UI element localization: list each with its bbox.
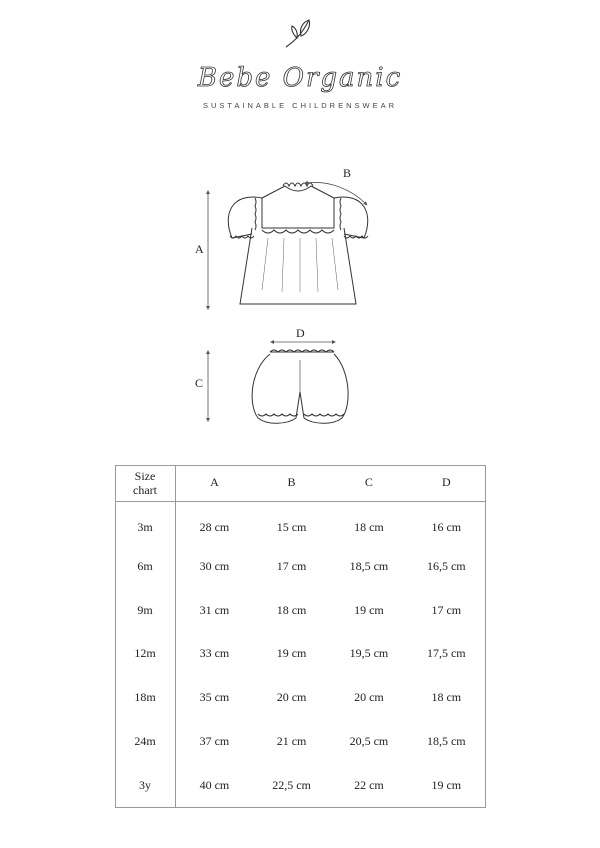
row-size-label: 3y: [115, 763, 176, 807]
dim-b-arrow: [306, 182, 366, 204]
table-cell: 20,5 cm: [349, 733, 389, 748]
row-size-label: 9m: [115, 588, 176, 632]
table-row: [115, 720, 485, 764]
column-header-d: D: [408, 465, 485, 501]
table-cell: 37 cm: [199, 733, 230, 748]
table-cell: 40 cm: [199, 777, 230, 792]
table-row: [115, 676, 485, 720]
table-row: [115, 588, 485, 632]
table-cell: 35 cm: [199, 690, 230, 705]
table-cell: 21 cm: [276, 733, 307, 748]
row-size-label: 24m: [115, 720, 176, 764]
bloomers-drawing: [252, 350, 348, 423]
table-cell: 17 cm: [431, 602, 462, 617]
row-size-label: 12m: [115, 632, 176, 676]
table-cell: 17 cm: [276, 559, 307, 574]
brand-name: [0, 58, 600, 98]
table-cell: 19,5 cm: [349, 646, 389, 661]
row-size-label: 18m: [115, 676, 176, 720]
column-header-b: B: [253, 465, 330, 501]
table-cell: 18,5 cm: [426, 733, 466, 748]
table-cell: 17,5 cm: [426, 646, 466, 661]
corner-label-line-2: chart: [133, 482, 157, 497]
brand-tagline: SUSTAINABLE CHILDRENSWEAR: [202, 101, 398, 110]
table-cell: 28 cm: [199, 519, 230, 534]
table-cell: 18 cm: [431, 690, 462, 705]
row-size-label: 6m: [115, 545, 176, 589]
table-cell: 15 cm: [276, 519, 307, 534]
table-cell: 31 cm: [199, 602, 230, 617]
table-cell: 33 cm: [199, 646, 230, 661]
dim-label-c: C: [195, 376, 204, 390]
blouse-drawing: [228, 183, 368, 304]
table-cell: 22 cm: [354, 777, 384, 792]
table-cell: 20 cm: [354, 690, 384, 705]
corner-label-line-1: Size: [134, 468, 156, 483]
row-size-label: 3m: [115, 501, 176, 545]
size-chart-header-row: [115, 465, 485, 501]
dim-label-a: A: [195, 242, 204, 256]
column-header-c: C: [330, 465, 407, 501]
size-chart-table: [115, 465, 485, 807]
table-cell: 19 cm: [276, 646, 307, 661]
table-row: [115, 545, 485, 589]
leaf-icon: [283, 14, 323, 50]
dim-label-b: B: [343, 166, 352, 180]
size-chart-corner-label: [115, 465, 176, 501]
table-cell: 16 cm: [431, 519, 462, 534]
table-row: [115, 501, 485, 545]
table-row: [115, 763, 485, 807]
dimension-arrows: [208, 182, 366, 420]
table-cell: 20 cm: [276, 690, 307, 705]
table-cell: 18 cm: [354, 519, 384, 534]
table-cell: 22,5 cm: [272, 777, 311, 792]
table-cell: 19 cm: [431, 777, 462, 792]
svg-text:Bebe Organic: Bebe Organic: [197, 63, 403, 93]
table-cell: 18 cm: [276, 602, 307, 617]
table-cell: 19 cm: [354, 602, 384, 617]
table-cell: 30 cm: [199, 559, 230, 574]
column-header-a: A: [176, 465, 253, 501]
table-cell: 18,5 cm: [349, 559, 389, 574]
dim-label-d: D: [296, 326, 305, 340]
table-cell: 16,5 cm: [426, 559, 466, 574]
table-row: [115, 632, 485, 676]
